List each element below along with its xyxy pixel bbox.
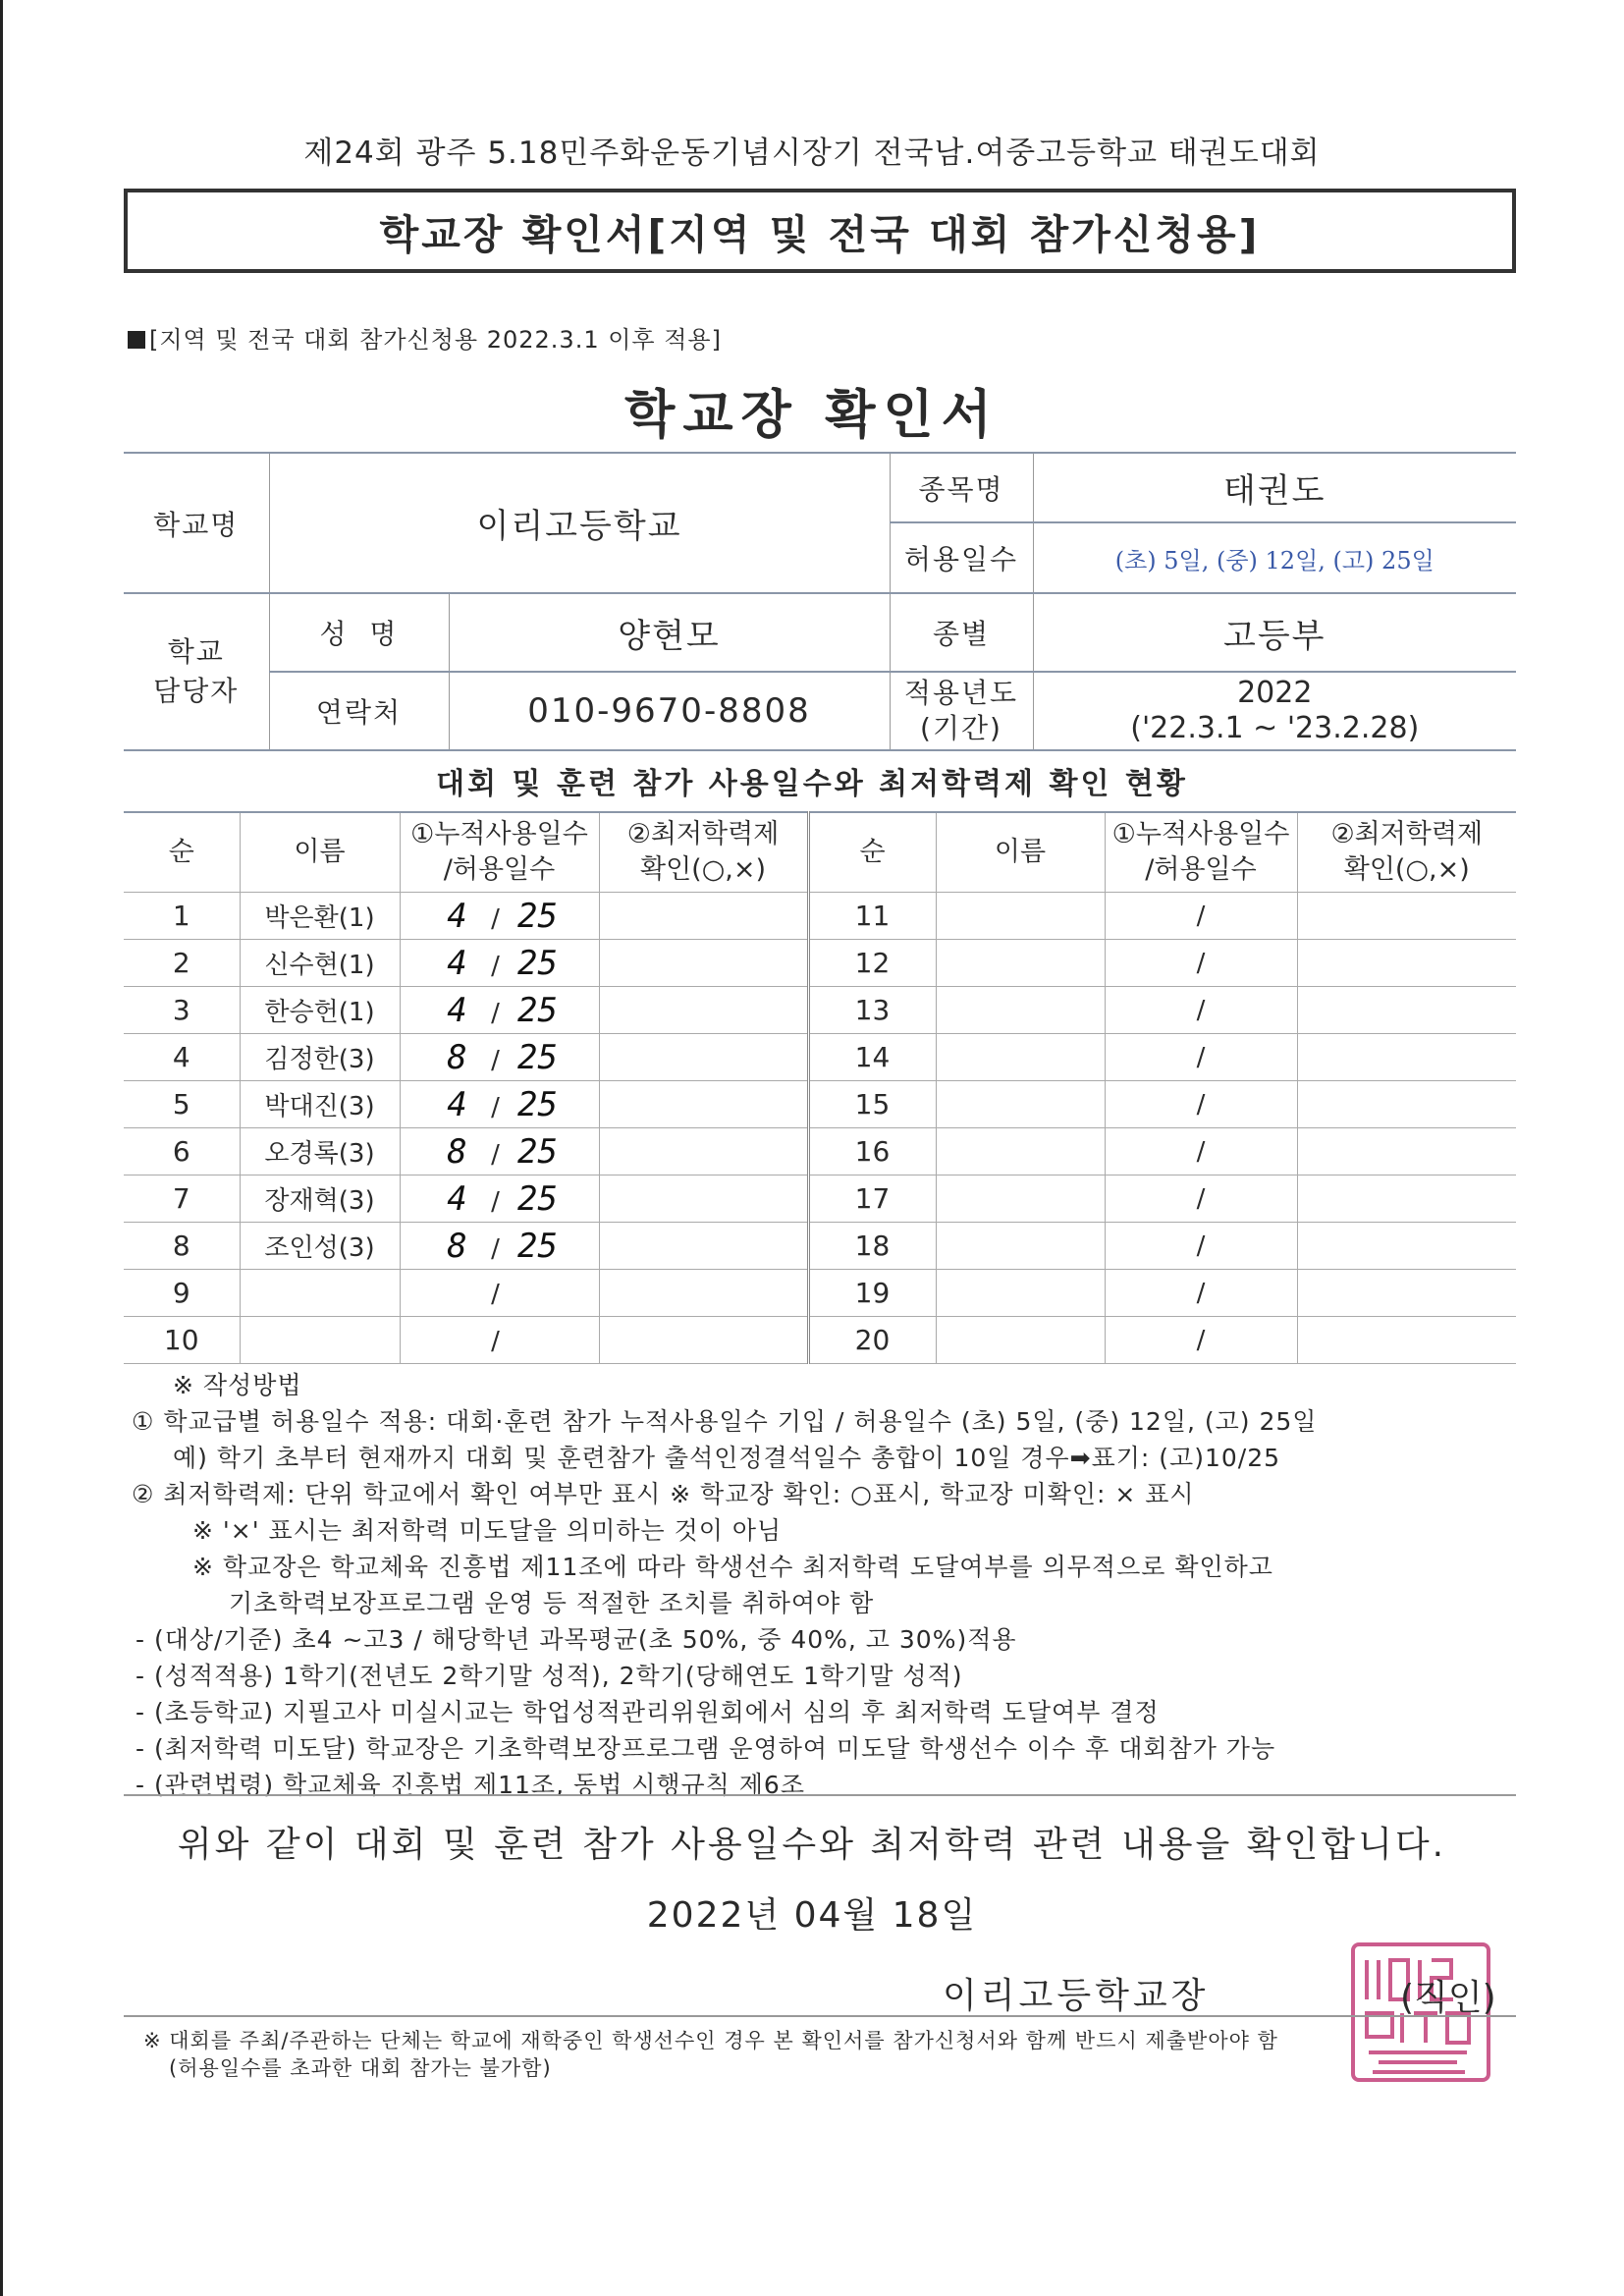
period-label: 적용년도 (기간) xyxy=(890,672,1033,750)
row-no: 11 xyxy=(808,893,936,940)
detail-target: - (대상/기준) 초4 ~고3 / 해당학년 과목평균(초 50%, 중 40%, 고 30%)적용 xyxy=(135,1625,1017,1654)
athlete-name xyxy=(936,893,1105,940)
minimum-check xyxy=(1297,893,1516,940)
header-days-right: ①누적사용일수 /허용일수 xyxy=(1105,812,1297,893)
detail-grades: - (성적적용) 1학기(전년도 2학기말 성적), 2학기(당해연도 1학기말 성적) xyxy=(135,1662,963,1690)
minimum-check xyxy=(1297,987,1516,1034)
table-row xyxy=(124,1128,1516,1175)
issue-date: 2022년 04월 18일 xyxy=(646,1895,978,1936)
minimum-check xyxy=(599,1270,808,1317)
row-no: 14 xyxy=(808,1034,936,1081)
allowed-days-label: 허용일수 xyxy=(890,522,1033,593)
minimum-check xyxy=(599,1223,808,1270)
row-no: 2 xyxy=(124,940,240,987)
detail-legislation: - (관련법령) 학교체육 진흥법 제11조, 동법 시행규칙 제6조 xyxy=(135,1771,805,1799)
minimum-check xyxy=(599,1081,808,1128)
division-label: 종별 xyxy=(890,593,1033,672)
footer-divider xyxy=(124,2015,1516,2017)
note-1-example: 예) 학기 초부터 현재까지 대회 및 훈련참가 출석인정결석일수 총합이 10일 경우➡표기: (고)10/25 xyxy=(173,1444,1281,1472)
days-used: / xyxy=(1105,940,1297,987)
allowed-days-value: (초) 5일, (중) 12일, (고) 25일 xyxy=(1033,522,1516,593)
table-row xyxy=(124,1034,1516,1081)
athlete-name xyxy=(936,1223,1105,1270)
used-days: 4 xyxy=(447,943,467,983)
allowed-days: 25 xyxy=(517,1131,558,1172)
table-row xyxy=(124,893,1516,940)
days-used: / xyxy=(1105,1317,1297,1364)
confirmation-statement: 위와 같이 대회 및 훈련 참가 사용일수와 최저학력 관련 내용을 확인합니다. xyxy=(177,1825,1447,1865)
row-no: 8 xyxy=(124,1223,240,1270)
contact-label: 연락처 xyxy=(269,672,449,750)
used-days: 4 xyxy=(447,990,467,1030)
row-no: 6 xyxy=(124,1128,240,1175)
days-used xyxy=(400,893,599,940)
table-row xyxy=(124,1317,1516,1364)
manager-name-value: 양현모 xyxy=(449,593,890,672)
allowed-days: 25 xyxy=(517,896,558,936)
days-used: / xyxy=(1105,1034,1297,1081)
days-separator: / xyxy=(491,1139,500,1170)
minimum-check xyxy=(599,987,808,1034)
school-name-label: 학교명 xyxy=(124,453,269,593)
used-days: 4 xyxy=(447,1178,467,1219)
note-2-obligation-cont: 기초학력보장프로그램 운영 등 적절한 조치를 취하여야 함 xyxy=(229,1589,875,1617)
roster-table xyxy=(124,811,1516,1364)
detail-elementary: - (초등학교) 지필고사 미실시교는 학업성적관리위원회에서 심의 후 최저학력 도달여부 결정 xyxy=(135,1698,1160,1726)
days-used: / xyxy=(1105,1128,1297,1175)
used-days: 8 xyxy=(447,1037,467,1077)
header-days-left: ①누적사용일수 /허용일수 xyxy=(400,812,599,893)
row-no: 3 xyxy=(124,987,240,1034)
minimum-check xyxy=(1297,1128,1516,1175)
allowed-days: 25 xyxy=(517,990,558,1030)
minimum-check xyxy=(599,1128,808,1175)
athlete-name xyxy=(936,1081,1105,1128)
days-used: / xyxy=(1105,893,1297,940)
note-2: ② 최저학력제: 단위 학교에서 확인 여부만 표시 ※ 학교장 확인: ○표시, 학교장 미확인: × 표시 xyxy=(132,1480,1195,1508)
contact-value: 010-9670-8808 xyxy=(449,672,890,750)
minimum-check xyxy=(1297,1317,1516,1364)
note-2-remark: ※ '×' 표시는 최저학력 미도달을 의미하는 것이 아님 xyxy=(192,1516,783,1545)
days-separator: / xyxy=(491,998,500,1028)
used-days: 8 xyxy=(447,1131,467,1172)
allowed-days: 25 xyxy=(517,1178,558,1219)
days-separator: / xyxy=(491,1186,500,1217)
minimum-check xyxy=(599,1317,808,1364)
athlete-name xyxy=(936,1317,1105,1364)
table-row xyxy=(124,940,1516,987)
used-days: 4 xyxy=(447,896,467,936)
allowed-days: 25 xyxy=(517,1037,558,1077)
table-row xyxy=(124,987,1516,1034)
signer-title: 이리고등학교장 xyxy=(943,1976,1210,2016)
event-title: 제24회 광주 5.18민주화운동기념시장기 전국남.여중고등학교 태권도대회 xyxy=(303,136,1321,171)
days-used: / xyxy=(1105,1270,1297,1317)
used-days: 8 xyxy=(447,1226,467,1266)
days-used xyxy=(400,987,599,1034)
days-used xyxy=(400,1223,599,1270)
header-check-right: ②최저학력제 확인(○,×) xyxy=(1297,812,1516,893)
school-name-value: 이리고등학교 xyxy=(269,453,890,593)
athlete-name xyxy=(936,987,1105,1034)
athlete-name xyxy=(936,1034,1105,1081)
event-value: 태권도 xyxy=(1033,453,1516,522)
days-used xyxy=(400,1128,599,1175)
days-separator: / xyxy=(491,1327,500,1356)
instructions xyxy=(132,1367,1530,1803)
days-used: / xyxy=(1105,987,1297,1034)
page-title: 학교장 확인서 xyxy=(624,385,1000,445)
days-used: / xyxy=(1105,1081,1297,1128)
minimum-check xyxy=(599,893,808,940)
days-used xyxy=(400,1270,599,1317)
header-name-left: 이름 xyxy=(240,812,400,893)
row-no: 20 xyxy=(808,1317,936,1364)
row-no: 19 xyxy=(808,1270,936,1317)
allowed-days: 25 xyxy=(517,1084,558,1124)
athlete-name xyxy=(936,1270,1105,1317)
event-label: 종목명 xyxy=(890,453,1033,522)
applicability-note-text: [지역 및 전국 대회 참가신청용 2022.3.1 이후 적용] xyxy=(149,326,722,354)
row-no: 18 xyxy=(808,1223,936,1270)
days-separator: / xyxy=(491,1045,500,1075)
scan-edge xyxy=(0,0,3,2296)
days-separator: / xyxy=(491,1092,500,1122)
athlete-name xyxy=(936,1128,1105,1175)
days-used xyxy=(400,1081,599,1128)
row-no: 16 xyxy=(808,1128,936,1175)
athlete-name: 김정한(3) xyxy=(240,1034,400,1081)
days-used xyxy=(400,1175,599,1223)
division-value: 고등부 xyxy=(1033,593,1516,672)
table-row xyxy=(124,1223,1516,1270)
minimum-check xyxy=(1297,1081,1516,1128)
period-value: 2022 ('22.3.1 ~ '23.2.28) xyxy=(1033,672,1516,750)
athlete-name: 한승헌(1) xyxy=(240,987,400,1034)
athlete-name: 오경록(3) xyxy=(240,1128,400,1175)
athlete-name xyxy=(240,1317,400,1364)
used-days: 4 xyxy=(447,1084,467,1124)
minimum-check xyxy=(1297,1270,1516,1317)
applicability-note xyxy=(128,320,722,355)
school-info-table xyxy=(124,452,1516,751)
days-used: / xyxy=(1105,1175,1297,1223)
days-separator: / xyxy=(491,951,500,981)
manager-name-label: 성 명 xyxy=(269,593,449,672)
note-1: ① 학교급별 허용일수 적용: 대회·훈련 참가 누적사용일수 기입 / 허용일수 (초) 5일, (중) 12일, (고) 25일 xyxy=(132,1407,1318,1436)
minimum-check xyxy=(599,940,808,987)
detail-below-minimum: - (최저학력 미도달) 학교장은 기초학력보장프로그램 운영하여 미도달 학생선수 이수 후 대회참가 가능 xyxy=(135,1734,1276,1763)
athlete-name: 박대진(3) xyxy=(240,1081,400,1128)
row-no: 4 xyxy=(124,1034,240,1081)
row-no: 7 xyxy=(124,1175,240,1223)
header-check-left: ②최저학력제 확인(○,×) xyxy=(599,812,808,893)
row-no: 10 xyxy=(124,1317,240,1364)
seal-label: (직인) xyxy=(1400,1978,1496,2018)
divider xyxy=(124,1794,1516,1796)
section-title: 대회 및 훈련 참가 사용일수와 최저학력제 확인 현황 xyxy=(436,767,1188,801)
allowed-days: 25 xyxy=(517,1226,558,1266)
athlete-name xyxy=(936,940,1105,987)
table-row xyxy=(124,1270,1516,1317)
minimum-check xyxy=(1297,940,1516,987)
athlete-name: 장재혁(3) xyxy=(240,1175,400,1223)
allowed-days: 25 xyxy=(517,943,558,983)
days-separator: / xyxy=(491,1280,500,1309)
days-used xyxy=(400,940,599,987)
minimum-check xyxy=(1297,1034,1516,1081)
minimum-check xyxy=(599,1175,808,1223)
footer-note xyxy=(143,2027,1278,2082)
athlete-name xyxy=(240,1270,400,1317)
athlete-name: 신수현(1) xyxy=(240,940,400,987)
row-no: 15 xyxy=(808,1081,936,1128)
square-bullet-icon xyxy=(128,331,145,349)
header-name-right: 이름 xyxy=(936,812,1105,893)
minimum-check xyxy=(1297,1223,1516,1270)
days-used xyxy=(400,1317,599,1364)
notes-heading: ※ 작성방법 xyxy=(173,1371,302,1399)
minimum-check xyxy=(599,1034,808,1081)
minimum-check xyxy=(1297,1175,1516,1223)
athlete-name: 조인성(3) xyxy=(240,1223,400,1270)
header-no-right: 순 xyxy=(808,812,936,893)
days-used: / xyxy=(1105,1223,1297,1270)
row-no: 9 xyxy=(124,1270,240,1317)
header-no-left: 순 xyxy=(124,812,240,893)
row-no: 5 xyxy=(124,1081,240,1128)
days-separator: / xyxy=(491,1233,500,1264)
days-used xyxy=(400,1034,599,1081)
table-row xyxy=(124,1081,1516,1128)
athlete-name xyxy=(936,1175,1105,1223)
row-no: 13 xyxy=(808,987,936,1034)
athlete-name: 박은환(1) xyxy=(240,893,400,940)
footer-note-line-1: ※ 대회를 주최/주관하는 단체는 학교에 재학중인 학생선수인 경우 본 확인서를 참가신청서와 함께 반드시 제출받아야 함 xyxy=(143,2029,1278,2052)
row-no: 1 xyxy=(124,893,240,940)
row-no: 17 xyxy=(808,1175,936,1223)
table-row xyxy=(124,1175,1516,1223)
days-separator: / xyxy=(491,903,500,934)
row-no: 12 xyxy=(808,940,936,987)
form-banner-title: 학교장 확인서[지역 및 전국 대회 참가신청용] xyxy=(124,189,1516,273)
manager-label: 학교 담당자 xyxy=(124,593,269,750)
note-2-obligation: ※ 학교장은 학교체육 진흥법 제11조에 따라 학생선수 최저학력 도달여부를 의무적으로 확인하고 xyxy=(192,1553,1273,1581)
footer-note-line-2: (허용일수를 초과한 대회 참가는 불가함) xyxy=(169,2056,552,2080)
